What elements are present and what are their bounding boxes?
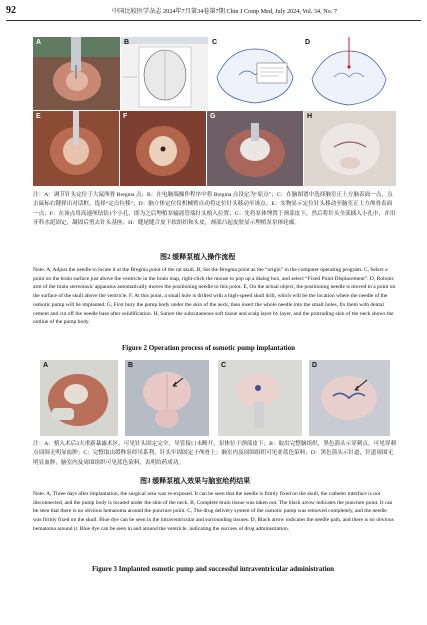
figure3-panel-a-label: A bbox=[43, 362, 49, 369]
figure2-title-en: Figure 2 Operation process of osmotic pump implantation bbox=[122, 344, 295, 352]
figure3-caption-en: Note. A, Three days after implantation, the surgical area was re-exposed. It can be seen that the needle is firmly fixed on the skull, the catheter interface is not disconnected, and the pump body is located under the skin of the neck. B, Complete brain tissue was taken out. The black arrow indicates the puncture point. It can be seen that there is no obvious hematoma around the puncture point. C, The drug delivery system of the osmotic pump was removed completely, and the needle was firmly fixed on the skull. Blue dye can be seen in the intraventricular and surrounding tissues. D, Black arrow indicates the needle path, and there is no obvious hematoma around it. Blue dye can be seen in and around the ventricle, indicating the success of drug administration. bbox=[33, 491, 394, 532]
figure3-panel-d-label: D bbox=[312, 362, 318, 369]
figure2-panel-f-label: F bbox=[123, 113, 128, 120]
figure2-panel-a-label: A bbox=[36, 39, 42, 46]
figure3-title-en: Figure 3 Implanted osmotic pump and successful intraventricular administration bbox=[92, 565, 335, 573]
figure3-panel-c-label: C bbox=[221, 362, 227, 369]
figure2-panel-c-label: C bbox=[212, 39, 218, 46]
figure2-caption-en: Note. A, Adjust the needle to locate it at the Bregma point of the rat skull. B, Set the Bregma point as the “origin” in the computer operating program. C, Select a point on the brain surface just above the ventricle in the brain map, right-click the mouse to pop up a dialog box, and select “Fixed Point Displacement”. D, Robotic arm of the brain stereotaxic apparatus automatically moves the positioning needle to this point. E, On the actual object, the positioning needle is moved to a point on the surface of the skull above the ventricle. F, At this point, a small hole is drilled with a high-speed skull drill, which will be the location where the needle of the osmotic pump will be implanted. G, First bury the pump body under the skin of the neck, then insert the whole needle into the small holes, fix them with dental cement and cut off the needle base after solidification. H, Suture the subcutaneous soft tissue and scalp layer by layer, and the protruding skin of the neck shows the outline of the pump body. bbox=[33, 267, 396, 326]
figure3-panel-a bbox=[40, 360, 118, 436]
figure3-title-cn: 图3 缓释泵植入效果与脑室给药结果 bbox=[140, 477, 251, 485]
figure2-panel-g-label: G bbox=[210, 113, 216, 120]
figure2-panel-h-label: H bbox=[307, 113, 313, 120]
figure2-caption-cn: 注：A：调节针头定位于大鼠颅骨 Bregma 点；B：在电脑端操作程序中将 Bregma 点设定为“原点”；C：在脑图谱中选择脑室正上方脑表面一点，点击鼠标右键弹出对话框，选择“定点位移”；D：脑立体定位仪机械臂自动将定位针头移动至该点；E：实物显示定位针头移动至脑室正上方颅骨表面一点；F：在该点用高速颅钻钻1个小孔，即为之后埋植泵输液管端针头植入位置；G：先将泵体埋置于颈部皮下，然后将针头全部插入小孔中，并用牙科水泥固定，凝固后剪去针头基座；H：缝尾缝合皮下软组织和头皮，颈部凸起皮肤显示埋植泵泵体轮廓。 bbox=[33, 192, 396, 227]
figure2-panel-d bbox=[302, 37, 396, 110]
figure3-panel-b-label: B bbox=[128, 362, 134, 369]
page-number: 92 bbox=[6, 5, 16, 16]
figure2-panel-e bbox=[33, 111, 119, 186]
figure3-panel-d bbox=[309, 360, 390, 436]
figure2-title-cn: 图2 缓释泵植入操作流程 bbox=[160, 253, 236, 261]
header-rule bbox=[6, 20, 421, 21]
figure3-caption-cn: 注：A：植入术后3天重新暴露术区，可见针头固定完全，导管接口未断开，泵体位于颈部皮下；B：取出完整脑组织，黑色箭头示穿刺点，可见穿刺点周围无明显血肿；C：完整取出缓释泵经吊系利，针头牢固固定于颅骨上；脑室内及周围组织可见亚蓝色染料；D：黑色箭头示针道，针道周围无明显血肿，脑室内及周围组织可见蓝色染料，表明给药成功。 bbox=[33, 441, 396, 466]
figure2-panel-c bbox=[209, 37, 301, 110]
figure2-panel-e-label: E bbox=[36, 113, 41, 120]
figure2-panel-g bbox=[207, 111, 303, 186]
figure2-panel-b bbox=[121, 37, 208, 110]
figure2-panel-h bbox=[304, 111, 396, 186]
figure2-panel-a bbox=[33, 37, 120, 110]
journal-line: 中国比较医学杂志 2024年7月第34卷第7期 Chin J Comp Med, July 2024, Vol. 34, No. 7 bbox=[112, 8, 337, 15]
figure2-panel-d-label: D bbox=[305, 39, 311, 46]
page-header bbox=[0, 0, 427, 24]
figure3-panel-b bbox=[125, 360, 209, 436]
figure3-panel-c bbox=[218, 360, 302, 436]
figure2-panel-f bbox=[120, 111, 206, 186]
figure2-panel-b-label: B bbox=[124, 39, 130, 46]
